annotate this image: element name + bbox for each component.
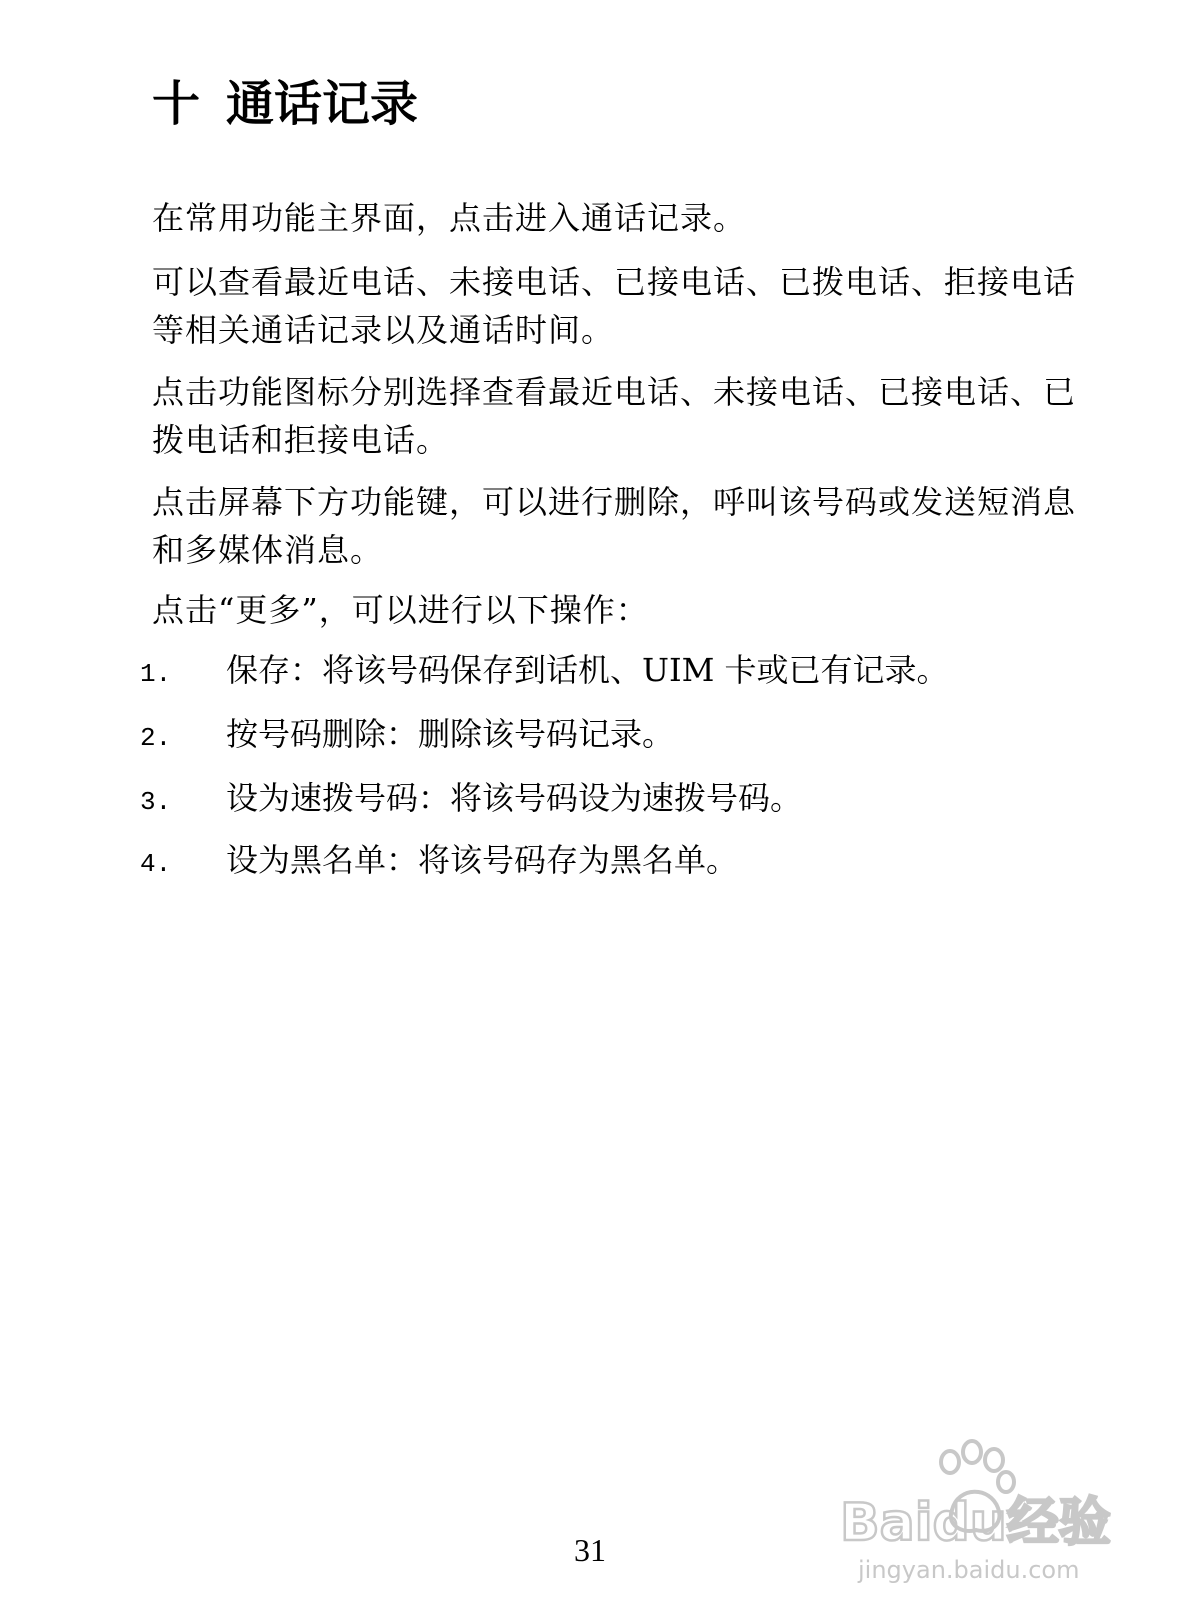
list-item — [140, 774, 1100, 826]
list-item-text: 按号码删除：删除该号码记录。 — [226, 715, 675, 753]
paragraph-select-icon: 点击功能图标分别选择查看最近电话、未接电话、已接电话、已拨电话和拒接电话。 — [152, 373, 1077, 459]
list-item-text: 设为速拨号码：将该号码设为速拨号码。 — [226, 779, 803, 817]
list-item-number: 3. — [140, 787, 172, 817]
list-item-text: 保存：将该号码保存到话机、UIM 卡或已有记录。 — [226, 651, 949, 689]
list-item-text: 设为黑名单：将该号码存为黑名单。 — [226, 841, 739, 879]
list-item — [140, 646, 1100, 698]
paragraph-view-records: 可以查看最近电话、未接电话、已接电话、已拨电话、拒接电话等相关通话记录以及通话时间。 — [152, 263, 1077, 349]
baidu-watermark-logo — [840, 1430, 1140, 1590]
watermark-url: jingyan.baidu.com — [858, 1556, 1080, 1584]
paragraph-more: 点击“更多”，可以进行以下操作： — [152, 591, 649, 629]
paragraph-function-keys: 点击屏幕下方功能键，可以进行删除，呼叫该号码或发送短消息和多媒体消息。 — [152, 483, 1077, 569]
list-item-number: 1. — [140, 659, 172, 689]
list-item-number: 4. — [140, 849, 172, 879]
page-number: 31 — [574, 1532, 606, 1568]
list-item-number: 2. — [140, 723, 172, 753]
watermark-brand: Baidu经验 — [840, 1493, 1111, 1553]
section-number: 十 — [152, 76, 201, 132]
paragraph-intro: 在常用功能主界面，点击进入通话记录。 — [152, 199, 747, 237]
section-title: 通话记录 — [226, 76, 419, 132]
section-heading — [152, 72, 418, 136]
list-item — [140, 710, 1100, 762]
list-item — [140, 836, 1100, 888]
